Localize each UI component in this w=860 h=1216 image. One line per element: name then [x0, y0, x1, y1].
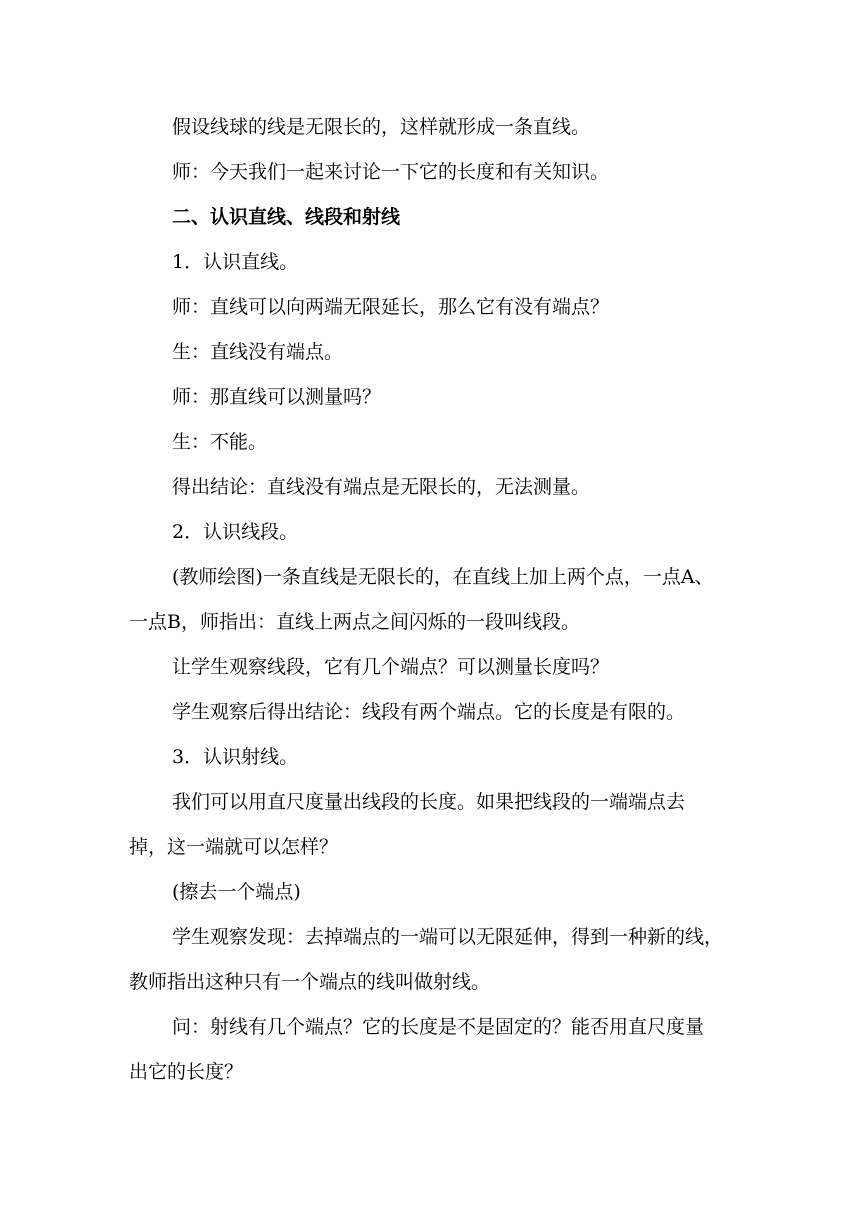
paragraph-teacher-draws-line-part1: (教师绘图)一条直线是无限长的，在直线上加上两个点，一点A、 — [172, 566, 714, 588]
paragraph-conclusion-line: 得出结论：直线没有端点是无限长的，无法测量。 — [172, 476, 591, 498]
paragraph-ray-question-part1: 问：射线有几个端点？它的长度是不是固定的？能否用直尺度量 — [172, 1016, 705, 1038]
paragraph-teacher-measure-question: 师：那直线可以测量吗？ — [172, 386, 382, 408]
paragraph-student-cannot: 生：不能。 — [172, 431, 268, 453]
paragraph-teacher-endpoints-question: 师：直线可以向两端无限延长，那么它有没有端点？ — [172, 296, 610, 318]
paragraph-observe-segment: 让学生观察线段，它有几个端点？可以测量长度吗？ — [172, 656, 610, 678]
paragraph-teacher-draws-line-part2: 一点B，师指出：直线上两点之间闪烁的一段叫线段。 — [129, 611, 580, 633]
paragraph-segment-conclusion: 学生观察后得出结论：线段有两个端点。它的长度是有限的。 — [172, 701, 686, 723]
section-heading-lines: 二、认识直线、线段和射线 — [172, 206, 401, 228]
paragraph-teacher-intro: 师：今天我们一起来讨论一下它的长度和有关知识。 — [172, 161, 610, 183]
paragraph-discovery-part1: 学生观察发现：去掉端点的一端可以无限延伸，得到一种新的线， — [172, 926, 724, 948]
paragraph-discovery-part2: 教师指出这种只有一个端点的线叫做射线。 — [129, 971, 491, 993]
paragraph-ruler-part1: 我们可以用直尺度量出线段的长度。如果把线段的一端端点去 — [172, 791, 686, 813]
paragraph-assume-infinite-line: 假设线球的线是无限长的，这样就形成一条直线。 — [172, 116, 591, 138]
subheading-segment: 2．认识线段。 — [172, 521, 299, 543]
paragraph-ruler-part2: 掉，这一端就可以怎样？ — [129, 836, 339, 858]
subheading-ray: 3．认识射线。 — [172, 746, 299, 768]
paragraph-student-no-endpoints: 生：直线没有端点。 — [172, 341, 344, 363]
subheading-straight-line: 1．认识直线。 — [172, 251, 299, 273]
paragraph-erase-endpoint: (擦去一个端点) — [172, 881, 301, 903]
paragraph-ray-question-part2: 出它的长度？ — [129, 1061, 244, 1083]
